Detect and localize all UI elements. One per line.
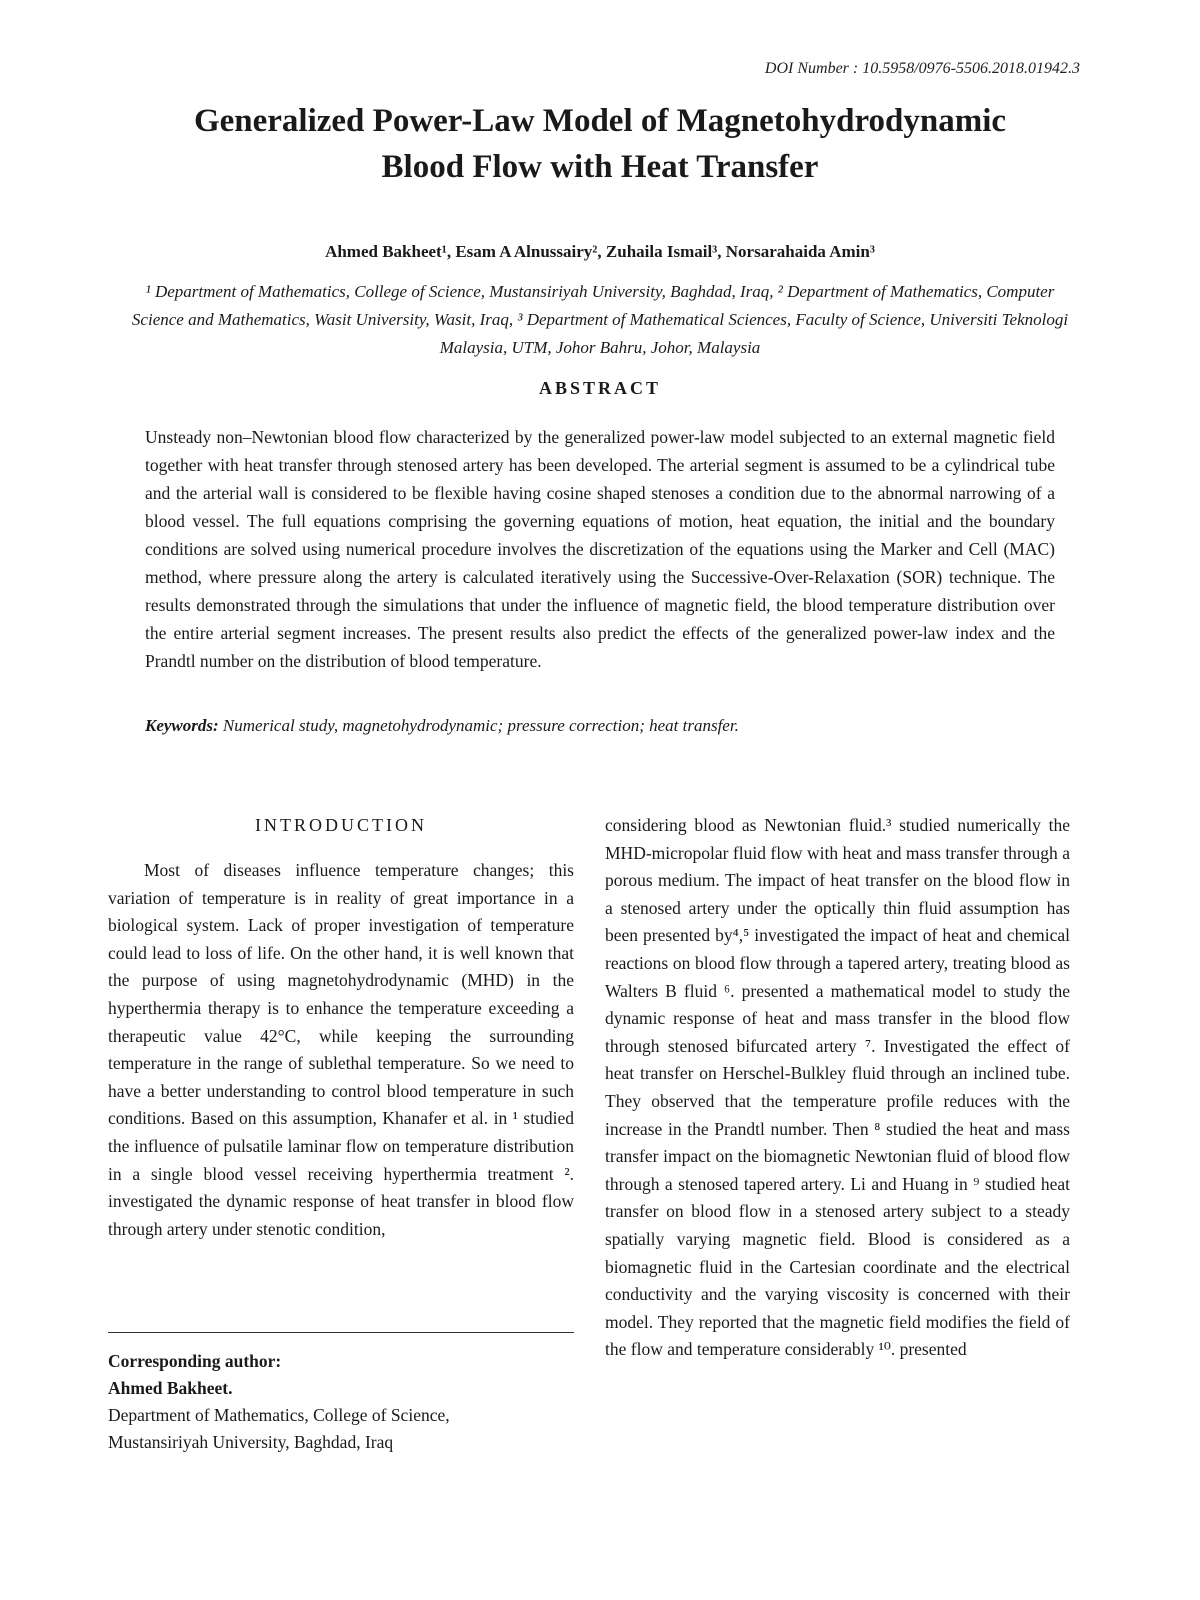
affiliations: ¹ Department of Mathematics, College of Science, Mustansiriyah University, Baghdad, Iraq, ² Department of Mathematics, Computer Science and Mathematics, Wasit University, Wasit, Iraq, ³ Department of Mathematical Sciences, Faculty of Science, Universiti Teknologi Malaysia, UTM, Johor Bahru, Johor, Malaysia bbox=[131, 282, 1069, 357]
abstract-heading: ABSTRACT bbox=[538, 378, 662, 398]
corresponding-author-department: Department of Mathematics, College of Science, bbox=[108, 1405, 450, 1425]
intro-paragraph-continued: considering blood as Newtonian fluid.³ studied numerically the MHD-micropolar fluid flow with heat and mass transfer through a porous medium. The impact of heat transfer on the blood flow in a stenosed artery under the optically thin fluid assumption has been presented by⁴,⁵ investigated the impact of heat and chemical reactions on blood flow through a tapered artery, treating blood as Walters B fluid ⁶. presented a mathematical model to study the dynamic response of heat and mass transfer in the blood flow through stenosed bifurcated artery ⁷. Investigated the effect of heat transfer on Herschel-Bulkley fluid through an inclined tube. They observed that the temperature profile reduces with the increase in the Prandtl number. Then ⁸ studied the heat and mass transfer impact on the biomagnetic Newtonian fluid of blood flow through a stenosed tapered artery. Li and Huang in ⁹ studied heat transfer on blood flow in a stenosed artery subject to a steady spatially varying magnetic field. Blood is considered as a biomagnetic fluid in the Cartesian coordinate and the electrical conductivity and the varying viscosity is concerned with their model. They reported that the magnetic field modifies the field of the flow and temperature considerably ¹⁰. presented bbox=[605, 815, 1070, 1360]
intro-paragraph: Most of diseases influence temperature changes; this variation of temperature is in reality of great importance in a biological system. Lack of proper investigation of temperature could lead to loss of life. On the other hand, it is well known that the purpose of using magnetohydrodynamic (MHD) in the hyperthermia therapy is to enhance the temperature exceeding a therapeutic value 42°C, while keeping the surrounding temperature in the range of sublethal temperature. So we need to have a better understanding to control blood temperature in such conditions. Based on this assumption, Khanafer et al. in ¹ studied the influence of pulsatile laminar flow on temperature distribution in a single blood vessel receiving hyperthermia treatment ². investigated the dynamic response of heat transfer in blood flow through artery under stenotic condition, bbox=[108, 860, 574, 1239]
keywords-label: Keywords: bbox=[145, 716, 219, 735]
title-line-2: Blood Flow with Heat Transfer bbox=[381, 149, 819, 185]
title-line-1: Generalized Power-Law Model of Magnetohydrodynamic bbox=[193, 103, 1007, 139]
corresponding-author-block bbox=[108, 1348, 574, 1456]
corresponding-author-label: Corresponding author: bbox=[108, 1351, 282, 1371]
corresponding-author-university: Mustansiriyah University, Baghdad, Iraq bbox=[108, 1432, 394, 1452]
keywords-list: Numerical study, magnetohydrodynamic; pressure correction; heat transfer. bbox=[218, 716, 739, 735]
author-list: Ahmed Bakheet¹, Esam A Alnussairy², Zuhaila Ismail³, Norsarahaida Amin³ bbox=[325, 242, 875, 261]
introduction-heading: INTRODUCTION bbox=[255, 815, 427, 835]
footnote-divider bbox=[108, 1332, 574, 1333]
corresponding-author-name: Ahmed Bakheet. bbox=[108, 1378, 233, 1398]
intro-right-column bbox=[605, 812, 1070, 1364]
keywords bbox=[145, 716, 1055, 736]
intro-left-column bbox=[108, 857, 574, 1243]
doi-number: DOI Number : 10.5958/0976-5506.2018.01942.3 bbox=[764, 60, 1080, 77]
abstract-body: Unsteady non–Newtonian blood flow characterized by the generalized power-law model subjected to an external magnetic field together with heat transfer through stenosed artery has been developed. The arterial segment is assumed to be a cylindrical tube and the arterial wall is considered to be flexible having cosine shaped stenoses a condition due to the abnormal narrowing of a blood vessel. The full equations comprising the governing equations of motion, heat equation, the initial and the boundary conditions are solved using numerical procedure involves the discretization of the equations using the Marker and Cell (MAC) method, where pressure along the artery is calculated iteratively using the Successive-Over-Relaxation (SOR) technique. The results demonstrated through the simulations that under the influence of magnetic field, the blood temperature distribution over the entire arterial segment increases. The present results also predict the effects of the generalized power-law index and the Prandtl number on the distribution of blood temperature. bbox=[145, 427, 1055, 671]
paper-title bbox=[100, 98, 1100, 190]
